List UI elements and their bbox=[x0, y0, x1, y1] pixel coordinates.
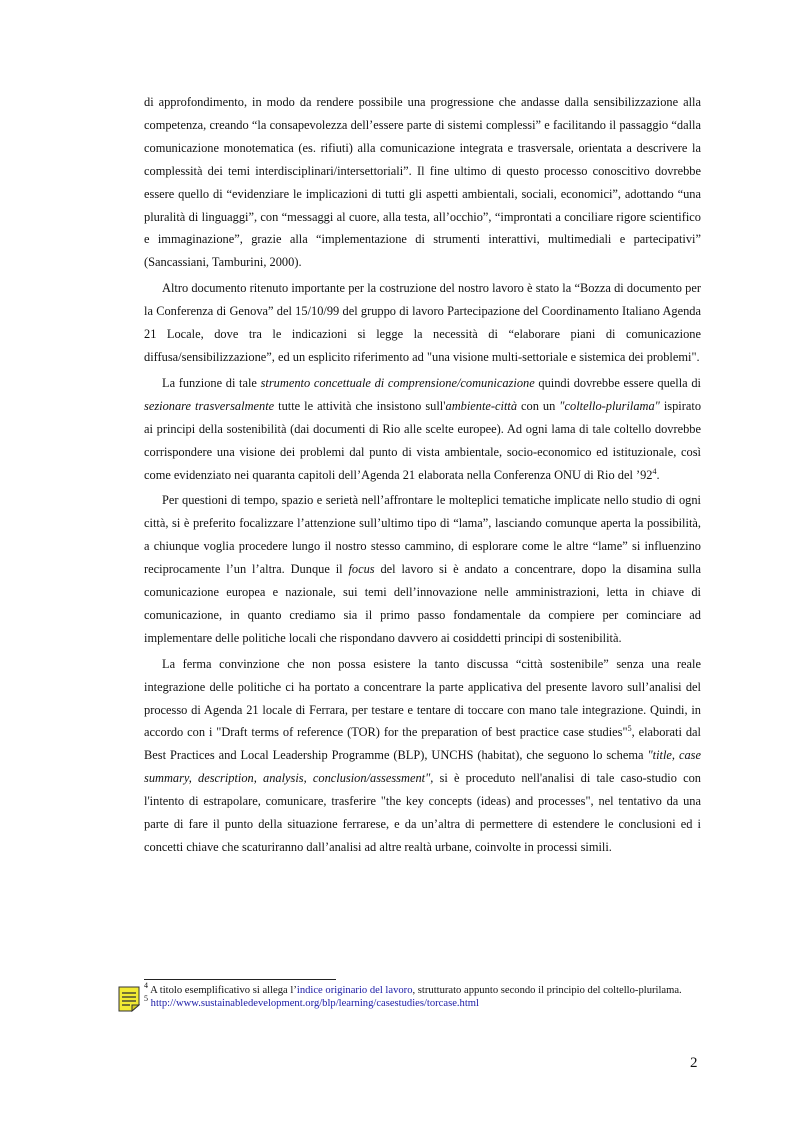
paragraph-4 bbox=[144, 489, 701, 649]
paragraph-text: . bbox=[656, 467, 660, 482]
footnote-number: 4 bbox=[144, 981, 148, 990]
footnote-ref-5[interactable]: 5 bbox=[627, 724, 632, 734]
paragraph-text: con un bbox=[517, 398, 560, 413]
paragraph-text: Altro documento ritenuto importante per la costruzione del nostro lavoro è stato la “Bozza di documento per la Conferenza di Genova” del 15/10/99 del gruppo di lavoro Partecipazione del Coordinamento Italiano Agenda 21 Locale, dove tra le indicazioni si legge la necessità di “elaborare piani di comunicazione diffusa/sensibilizzazione”, ed un esplicito riferimento ad "una visione multi-settoriale e sistemica dei problemi". bbox=[144, 281, 701, 364]
paragraph-text: Per questioni di tempo, spazio e serietà nell’affrontare le molteplici tematiche implicate nello studio di ogni città, si è preferito focalizzare l’attenzione sull’ultimo tipo di “lama”, lasciando comunque aperta la possibilità, a chiunque voglia procedere lungo il nostro stesso cammino, di esplorare come le altre “lame” si influenzino reciprocamente l’un l’altra. Dunque il bbox=[144, 493, 701, 577]
emphasis-text: sezionare trasversalmente bbox=[144, 398, 275, 413]
paragraph-1 bbox=[144, 91, 701, 274]
footnote-ref-4[interactable]: 4 bbox=[652, 466, 657, 476]
sticky-note-icon[interactable] bbox=[118, 986, 140, 1012]
footnotes bbox=[144, 981, 701, 1010]
footnote-number: 5 bbox=[144, 994, 148, 1003]
paragraph-text: La ferma convinzione che non possa esistere la tanto discussa “città sostenibile” senza una reale integrazione delle politiche ci ha portato a concentrare la parte applicativa del presente lavoro sull’analisi del processo di Agenda 21 locale di Ferrara, per testare e tentare di toccare con mano tale integrazione. Quindi, in accordo con i "Draft terms of reference (TOR) for the preparation of best practice case studies" bbox=[144, 656, 701, 740]
footnote-text: A titolo esemplificativo si allega l’ bbox=[148, 985, 297, 996]
paragraph-text: , elaborati dal Best Practices and Local Leadership Programme (BLP), UNCHS (habitat), che seguono lo schema bbox=[144, 725, 701, 763]
emphasis-text: "coltello-plurilama" bbox=[559, 398, 660, 413]
paragraph-text: tutte le attività che insistono sull' bbox=[274, 398, 446, 413]
footnote-5 bbox=[144, 994, 701, 1010]
paragraph-text: , si è proceduto nell'analisi di tale caso-studio con l'intento di estrapolare, comunicare, trasferire "the key concepts (ideas) and processes", nel tentativo da una parte di fare il punto della situazione ferrarese, e da un’altra di permettere di estendere le conclusioni ed i concetti chiave che scaturiranno dall’analisi ad altre realtà urbane, coinvolte in processi simili. bbox=[144, 771, 701, 854]
page-number: 2 bbox=[690, 1055, 698, 1071]
body-text bbox=[144, 91, 701, 862]
paragraph-text: di approfondimento, in modo da rendere possibile una progressione che andasse dalla sensibilizzazione alla competenza, creando “la consapevolezza dell’essere parte di sistemi complessi” e facilitando il passaggio “dalla comunicazione monotematica (es. rifiuti) alla comunicazione integrata e trasversale, orientata a descrivere la complessità dei temi interdisciplinari/intersettoriali”. Il fine ultimo di questo processo conoscitivo dovrebbe essere quello di “evidenziare le implicazioni di tutti gli aspetti ambientali, sociali, economici”, adottando “una pluralità di linguaggi”, con “messaggi al cuore, alla testa, all’occhio”, “improntati a conciliare rigore scientifico e immaginazione”, grazie alla “implementazione di strumenti interattivi, multimediali e partecipativi” (Sancassiani, Tamburini, 2000). bbox=[144, 95, 701, 270]
emphasis-text: ambiente-città bbox=[445, 398, 518, 413]
paragraph-3 bbox=[144, 372, 701, 487]
paragraph-5 bbox=[144, 653, 701, 859]
footnote-text: , strutturato appunto secondo il principio del coltello-plurilama. bbox=[412, 985, 682, 996]
footnote-4 bbox=[144, 981, 701, 997]
emphasis-text: focus bbox=[348, 562, 375, 577]
url-link[interactable]: http://www.sustainabledevelopment.org/blp/learning/casestudies/torcase.html bbox=[148, 998, 479, 1009]
emphasis-text: "title, case summary, description, analysis, conclusion/assessment" bbox=[144, 748, 701, 786]
footnote-separator bbox=[144, 979, 336, 980]
index-link[interactable]: indice originario del lavoro bbox=[296, 985, 413, 996]
paragraph-2 bbox=[144, 277, 701, 369]
emphasis-text: strumento concettuale di comprensione/comunicazione bbox=[260, 375, 535, 390]
paragraph-text: ispirato ai principi della sostenibilità (dai documenti di Rio alle scelte europee). Ad ogni lama di tale coltello dovrebbe corrispondere una visione dei problemi dal punto di vista ambientale, socio-economico ed istituzionale, così come evidenziato nei quaranta capitoli dell’Agenda 21 elaborata nella Conferenza ONU di Rio del ’92 bbox=[144, 398, 702, 482]
paragraph-text: quindi dovrebbe essere quella di bbox=[534, 375, 701, 390]
paragraph-text: del lavoro si è andato a concentrare, dopo la disamina sulla comunicazione europea e nazionale, sui temi dell’innovazione nelle amministrazioni, letta in chiave di comunicazione, in quanto crediamo sia il primo passo fondamentale da compiere per cominciare ad implementare delle politiche locali che rispondano davvero ai cosiddetti principi di sostenibilità. bbox=[144, 562, 701, 645]
paragraph-text: La funzione di tale bbox=[162, 375, 261, 390]
